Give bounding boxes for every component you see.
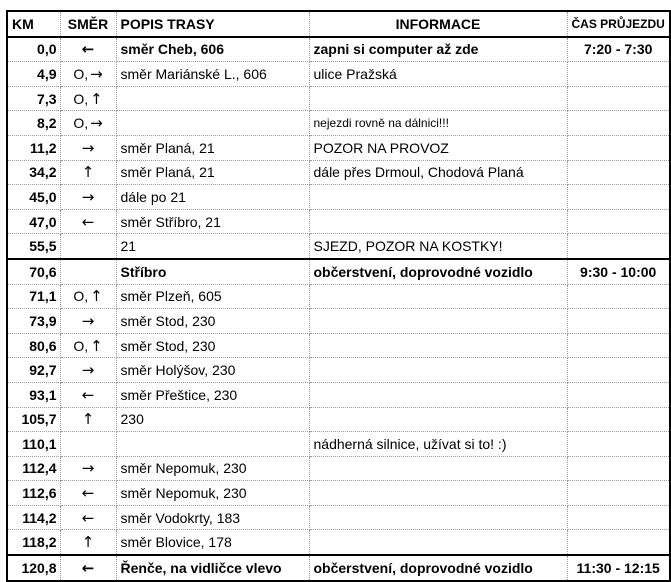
arrow-left-icon: ← [81, 508, 95, 527]
km-cell: 7,3 [7, 86, 60, 111]
info-cell [309, 530, 567, 555]
info-cell [309, 358, 567, 383]
table-row [7, 432, 670, 457]
table-row [7, 555, 670, 581]
arrow-up-icon: ↑ [90, 336, 103, 355]
direction-cell [60, 259, 116, 284]
info-cell [309, 456, 567, 481]
direction-cell [60, 209, 116, 234]
header-route: POPIS TRASY [116, 11, 309, 37]
roundabout-label: O, [73, 115, 89, 132]
table-row [7, 284, 670, 309]
arrow-up-icon: ↑ [81, 163, 95, 182]
km-cell: 114,2 [7, 505, 60, 530]
info-cell [309, 505, 567, 530]
route-cell: směr Nepomuk, 230 [116, 481, 309, 506]
arrow-right-icon: → [81, 311, 95, 330]
time-cell [567, 284, 670, 309]
km-cell: 71,1 [7, 284, 60, 309]
km-cell: 120,8 [7, 555, 60, 581]
route-cell: 21 [116, 234, 309, 259]
arrow-left-icon: ← [81, 385, 95, 404]
time-cell [567, 135, 670, 160]
route-cell: směr Holýšov, 230 [116, 358, 309, 383]
roundabout-label: O, [73, 337, 89, 354]
table-row [7, 259, 670, 284]
route-cell: směr Stříbro, 21 [116, 209, 309, 234]
info-cell: nejezdi rovně na dálnici!!! [309, 111, 567, 136]
route-cell: Řenče, na vidličce vlevo [116, 555, 309, 581]
direction-cell [60, 555, 116, 581]
direction-cell [60, 234, 116, 259]
km-cell: 73,9 [7, 309, 60, 334]
direction-cell [60, 333, 116, 358]
route-cell: Stříbro [116, 259, 309, 284]
direction-cell [60, 111, 116, 136]
table-row [7, 333, 670, 358]
table-row [7, 185, 670, 210]
route-cell: směr Blovice, 178 [116, 530, 309, 555]
direction-cell [60, 358, 116, 383]
km-cell: 70,6 [7, 259, 60, 284]
table-row [7, 160, 670, 185]
route-cell [116, 111, 309, 136]
info-cell [309, 86, 567, 111]
arrow-up-icon: ↑ [81, 410, 95, 429]
header-km: KM [7, 11, 60, 37]
km-cell: 55,5 [7, 234, 60, 259]
direction-cell [60, 382, 116, 407]
direction-cell [60, 37, 116, 62]
info-cell: SJEZD, POZOR NA KOSTKY! [309, 234, 567, 259]
header-time: ČAS PRŮJEZDU [567, 11, 670, 37]
direction-cell [60, 407, 116, 432]
info-cell [309, 185, 567, 210]
arrow-up-icon: ↑ [81, 533, 95, 552]
time-cell [567, 111, 670, 136]
info-cell [309, 407, 567, 432]
arrow-right-icon: → [81, 138, 95, 157]
time-cell [567, 185, 670, 210]
info-cell: nádherná silnice, užívat si to! :) [309, 432, 567, 457]
km-cell: 34,2 [7, 160, 60, 185]
table-row [7, 407, 670, 432]
table-row [7, 209, 670, 234]
direction-cell [60, 456, 116, 481]
km-cell: 112,6 [7, 481, 60, 506]
arrow-up-icon: ↑ [90, 287, 103, 306]
route-cell: směr Nepomuk, 230 [116, 456, 309, 481]
time-cell [567, 432, 670, 457]
route-cell: směr Planá, 21 [116, 160, 309, 185]
direction-cell [60, 284, 116, 309]
header-direction: SMĚR [60, 11, 116, 37]
table-row [7, 505, 670, 530]
info-cell [309, 309, 567, 334]
route-table [6, 10, 671, 582]
arrow-right-icon: → [81, 459, 95, 478]
km-cell: 11,2 [7, 135, 60, 160]
info-cell: ulice Pražská [309, 62, 567, 87]
km-cell: 47,0 [7, 209, 60, 234]
table-row [7, 234, 670, 259]
roundabout-label: O, [73, 90, 89, 107]
time-cell [567, 407, 670, 432]
time-cell [567, 481, 670, 506]
table-row [7, 530, 670, 555]
route-cell: směr Přeštice, 230 [116, 382, 309, 407]
direction-cell [60, 481, 116, 506]
time-cell [567, 234, 670, 259]
direction-cell [60, 432, 116, 457]
direction-cell [60, 135, 116, 160]
table-row [7, 62, 670, 87]
route-cell: směr Cheb, 606 [116, 37, 309, 62]
km-cell: 118,2 [7, 530, 60, 555]
header-row [7, 11, 670, 37]
table-row [7, 309, 670, 334]
route-cell: směr Plzeň, 605 [116, 284, 309, 309]
route-cell: dále po 21 [116, 185, 309, 210]
arrow-left-icon: ← [81, 212, 95, 231]
route-cell: směr Stod, 230 [116, 309, 309, 334]
info-cell [309, 333, 567, 358]
time-cell [567, 309, 670, 334]
time-cell: 7:20 - 7:30 [567, 37, 670, 62]
arrow-left-icon: ← [81, 558, 95, 577]
time-cell [567, 358, 670, 383]
table-row [7, 382, 670, 407]
direction-cell [60, 160, 116, 185]
roundabout-label: O, [73, 65, 89, 82]
direction-cell [60, 62, 116, 87]
km-cell: 8,2 [7, 111, 60, 136]
arrow-right-icon: → [81, 361, 95, 380]
table-row [7, 37, 670, 62]
table-row [7, 481, 670, 506]
km-cell: 110,1 [7, 432, 60, 457]
direction-cell [60, 86, 116, 111]
route-cell: směr Planá, 21 [116, 135, 309, 160]
route-cell: směr Mariánské L., 606 [116, 62, 309, 87]
route-cell: 230 [116, 407, 309, 432]
time-cell [567, 209, 670, 234]
info-cell: zapni si computer až zde [309, 37, 567, 62]
table-row [7, 358, 670, 383]
arrow-left-icon: ← [81, 40, 95, 59]
km-cell: 93,1 [7, 382, 60, 407]
time-cell [567, 382, 670, 407]
arrow-up-icon: ↑ [90, 89, 103, 108]
km-cell: 105,7 [7, 407, 60, 432]
table-row [7, 86, 670, 111]
direction-cell [60, 185, 116, 210]
route-cell [116, 432, 309, 457]
direction-cell [60, 505, 116, 530]
time-cell: 11:30 - 12:15 [567, 555, 670, 581]
km-cell: 112,4 [7, 456, 60, 481]
direction-cell [60, 530, 116, 555]
time-cell [567, 86, 670, 111]
info-cell: POZOR NA PROVOZ [309, 135, 567, 160]
time-cell: 9:30 - 10:00 [567, 259, 670, 284]
time-cell [567, 456, 670, 481]
km-cell: 0,0 [7, 37, 60, 62]
time-cell [567, 62, 670, 87]
table-row [7, 111, 670, 136]
table-row [7, 456, 670, 481]
km-cell: 80,6 [7, 333, 60, 358]
roundabout-label: O, [73, 288, 89, 305]
arrow-left-icon: ← [81, 484, 95, 503]
route-cell: směr Stod, 230 [116, 333, 309, 358]
route-cell [116, 86, 309, 111]
time-cell [567, 160, 670, 185]
time-cell [567, 505, 670, 530]
route-rows [7, 37, 670, 581]
info-cell: občerstvení, doprovodné vozidlo [309, 555, 567, 581]
time-cell [567, 333, 670, 358]
table-row [7, 135, 670, 160]
route-cell: směr Vodokrty, 183 [116, 505, 309, 530]
info-cell [309, 284, 567, 309]
info-cell: občerstvení, doprovodné vozidlo [309, 259, 567, 284]
info-cell: dále přes Drmoul, Chodová Planá [309, 160, 567, 185]
km-cell: 4,9 [7, 62, 60, 87]
info-cell [309, 382, 567, 407]
time-cell [567, 530, 670, 555]
km-cell: 92,7 [7, 358, 60, 383]
direction-cell [60, 309, 116, 334]
km-cell: 45,0 [7, 185, 60, 210]
info-cell [309, 209, 567, 234]
arrow-right-icon: → [81, 187, 95, 206]
header-info: INFORMACE [309, 11, 567, 37]
arrow-right-icon: → [90, 64, 103, 83]
info-cell [309, 481, 567, 506]
arrow-right-icon: → [90, 114, 103, 133]
